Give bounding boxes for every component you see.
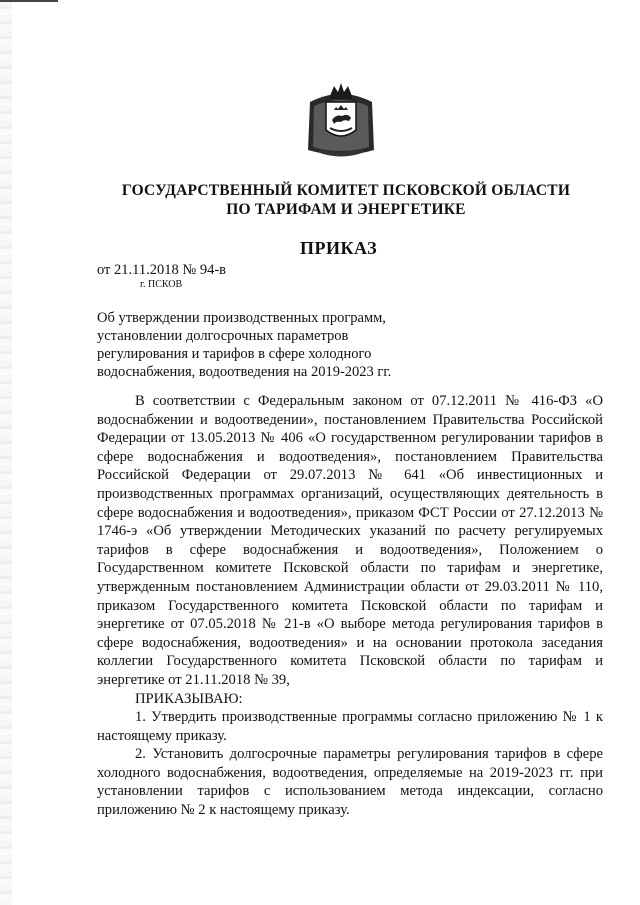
organization-name-line2: ПО ТАРИФАМ И ЭНЕРГЕТИКЕ	[226, 201, 466, 218]
city: г. ПСКОВ	[140, 279, 183, 290]
document-body	[97, 392, 603, 820]
date-and-number: от 21.11.2018 № 94-в	[97, 262, 226, 278]
order-item-2: 2. Установить долгосрочные параметры регулирования тарифов в сфере холодного водоснабжения, водоотведения, определяемые на 2019-2023 гг. при установлении тарифов с использованием метода индексации, согласно приложению № 2 к настоящему приказу.	[97, 746, 603, 819]
document-type-title: ПРИКАЗ	[300, 238, 378, 258]
document-subject: Об утверждении производственных программ, установлении долгосрочных параметров регулирования и тарифов в сфере холодного водоснабжения, водоотведения на 2019-2023 гг.	[97, 310, 392, 380]
coat-of-arms-emblem	[304, 80, 378, 160]
organization-name-line1: ГОСУДАРСТВЕННЫЙ КОМИТЕТ ПСКОВСКОЙ ОБЛАСТИ	[121, 182, 571, 199]
order-item-1: 1. Утвердить производственные программы согласно приложению № 1 к настоящему приказу.	[97, 709, 603, 744]
preamble-paragraph: В соответствии с Федеральным законом от 07.12.2011 № 416-ФЗ «О водоснабжении и водоотведении», постановлением Правительства Российской Федерации от 13.05.2013 № 406 «О государственном регулировании тарифов в сфере водоснабжения и водоотведения», постановлением Правительства Российской Федерации от 29.07.2013 № 641 «Об инвестиционных и производственных программах организаций, осуществляющих деятельность в сфере водоснабжения и водоотведения», приказом ФСТ России от 27.12.2013 № 1746-э «Об утверждении Методических указаний по расчету регулируемых тарифов в сфере водоснабжения и водоотведения», Положением о Государственном комитете Псковской области по тарифам и энергетике, утвержденным постановлением Администрации области от 29.03.2011 № 110, приказом Государственного комитета Псковской области по тарифам и энергетике от 07.05.2018 № 21-в «О выборе метода регулирования тарифов в сфере водоснабжения, водоотведения» и на основании протокола заседания коллегии Государственного комитета Псковской области по тарифам и энергетике от 21.11.2018 № 39,	[97, 393, 603, 688]
scan-mark	[0, 0, 58, 2]
order-word: ПРИКАЗЫВАЮ:	[135, 690, 243, 707]
scan-edge	[0, 0, 12, 905]
